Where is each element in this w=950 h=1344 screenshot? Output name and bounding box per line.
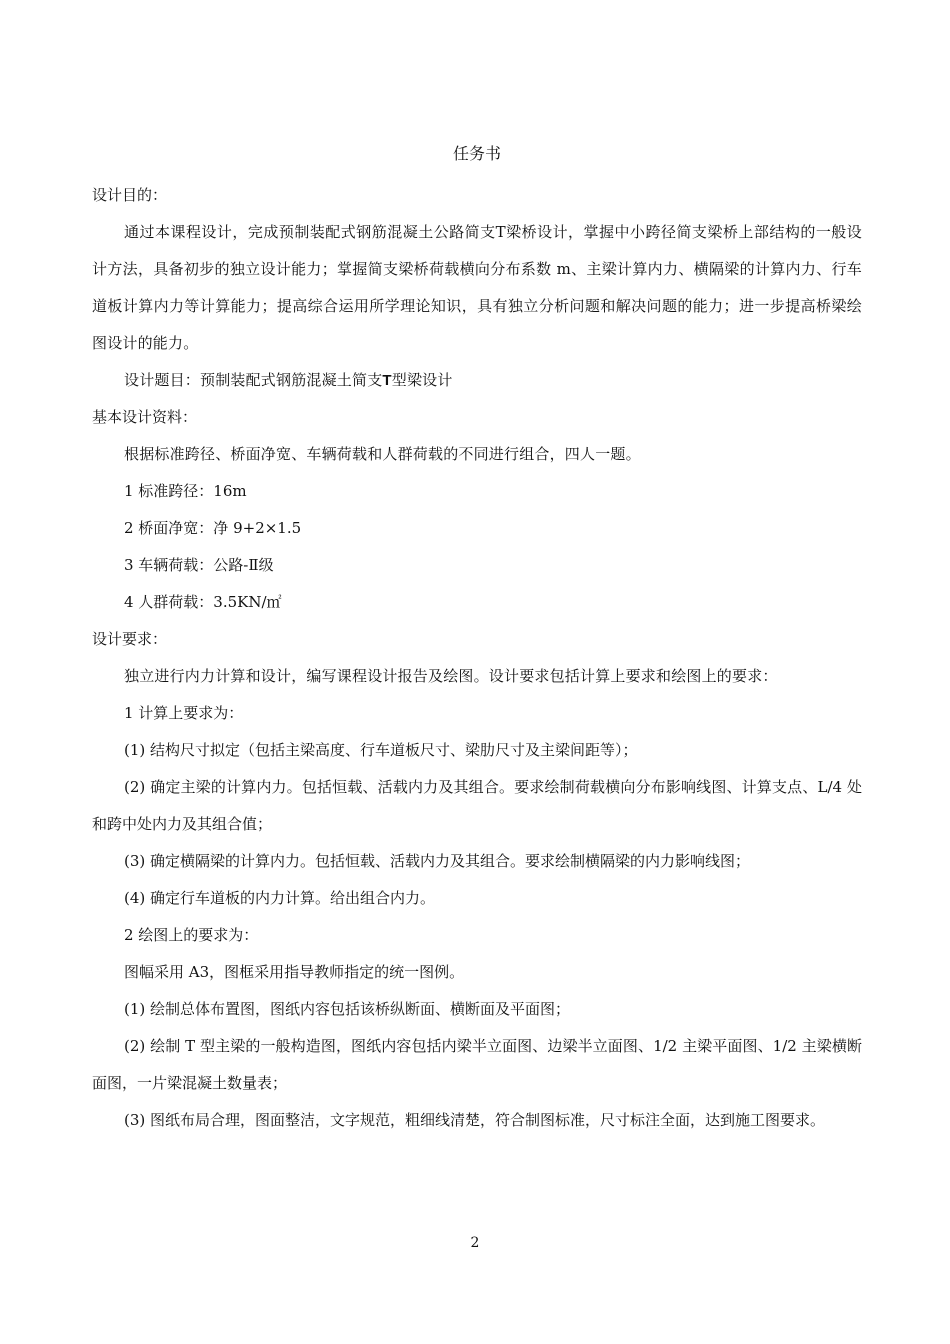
calc-requirements-heading: 1 计算上要求为： bbox=[124, 704, 244, 722]
calc-requirement-item: (1) 结构尺寸拟定（包括主梁高度、行车道板尺寸、梁肋尺寸及主梁间距等）； bbox=[124, 741, 638, 759]
calc-requirement-item: (4) 确定行车道板的内力计算。给出组合内力。 bbox=[124, 889, 436, 907]
purpose-paragraph: 通过本课程设计，完成预制装配式钢筋混凝土公路简支T梁桥设计，掌握中小跨径简支梁桥上部结构的一般设计方法，具备初步的独立设计能力；掌握简支梁桥荷载横向分布系数 m、主梁计算内力、横隔梁的计算内力、行车道板计算内力等计算能力；提高综合运用所学理论知识，具有独立分析问题和解决问题的能力；进一步提高桥梁绘图设计的能力。 bbox=[92, 223, 862, 352]
document-content bbox=[92, 143, 862, 1139]
design-topic-suffix: 型梁设计 bbox=[391, 371, 453, 389]
basic-data-item: 2 桥面净宽：净 9+2×1.5 bbox=[124, 519, 302, 537]
basic-data-item: 4 人群荷载：3.5KN/㎡ bbox=[124, 593, 282, 611]
basic-data-intro: 根据标准跨径、桥面净宽、车辆荷载和人群荷载的不同进行组合，四人一题。 bbox=[124, 445, 641, 463]
basic-data-item: 3 车辆荷载：公路-Ⅱ级 bbox=[124, 556, 274, 574]
calc-requirement-item: (3) 确定横隔梁的计算内力。包括恒载、活载内力及其组合。要求绘制横隔梁的内力影响线图； bbox=[124, 852, 751, 870]
drawing-requirements-heading: 2 绘图上的要求为： bbox=[124, 926, 259, 944]
design-topic-bold-t: T bbox=[382, 372, 392, 389]
basic-data-heading: 基本设计资料： bbox=[92, 408, 198, 426]
requirements-heading: 设计要求： bbox=[92, 630, 168, 648]
drawing-requirement-item: (3) 图纸布局合理，图面整洁，文字规范，粗细线清楚，符合制图标准，尺寸标注全面，达到施工图要求。 bbox=[124, 1111, 826, 1129]
drawing-requirement-item: (1) 绘制总体布置图，图纸内容包括该桥纵断面、横断面及平面图； bbox=[124, 1000, 571, 1018]
document-title: 任务书 bbox=[452, 144, 501, 163]
calc-requirement-item: (2) 确定主梁的计算内力。包括恒载、活载内力及其组合。要求绘制荷载横向分布影响线图、计算支点、L/4 处和跨中处内力及其组合值； bbox=[92, 778, 862, 833]
basic-data-item: 1 标准跨径：16m bbox=[124, 482, 247, 500]
page-number: 2 bbox=[470, 1235, 480, 1251]
design-topic-prefix: 设计题目：预制装配式钢筋混凝土简支 bbox=[124, 371, 383, 389]
drawing-requirements-intro: 图幅采用 A3，图框采用指导教师指定的统一图例。 bbox=[124, 963, 465, 981]
drawing-requirement-item: (2) 绘制 T 型主梁的一般构造图，图纸内容包括内梁半立面图、边梁半立面图、1/2 主梁平面图、1/2 主梁横断面图，一片梁混凝土数量表； bbox=[92, 1037, 862, 1092]
design-topic bbox=[92, 362, 862, 399]
requirements-intro: 独立进行内力计算和设计，编写课程设计报告及绘图。设计要求包括计算上要求和绘图上的要求： bbox=[124, 667, 778, 685]
purpose-heading: 设计目的： bbox=[92, 186, 168, 204]
